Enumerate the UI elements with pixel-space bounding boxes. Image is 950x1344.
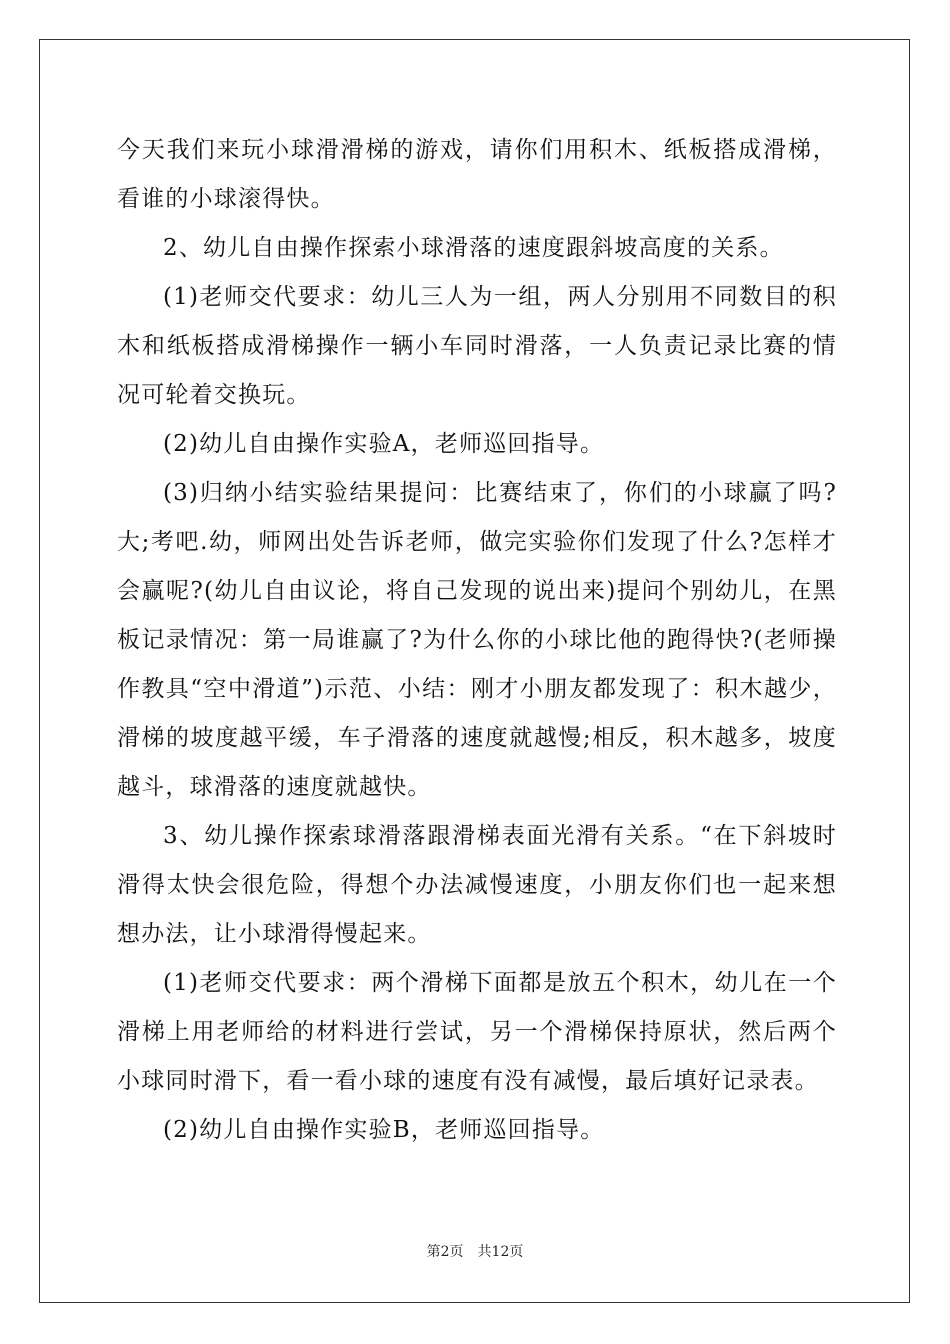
paragraph: 3、幼儿操作探索球滑落跟滑梯表面光滑有关系。“在下斜坡时滑得太快会很危险，得想个办法减慢速度，小朋友你们也一起来想想办法，让小球滑得慢起来。 bbox=[117, 823, 837, 947]
paragraph: (1)老师交代要求：幼儿三人为一组，两人分别用不同数目的积木和纸板搭成滑梯操作一辆小车同时滑落，一人负责记录比赛的情况可轮着交换玩。 bbox=[117, 284, 837, 408]
paragraph: (3)归纳小结实验结果提问：比赛结束了，你们的小球赢了吗?大;考吧.幼，师网出处告诉老师，做完实验你们发现了什么?怎样才会赢呢?(幼儿自由议论，将自己发现的说出来)提问个别幼儿，在黑板记录情况：第一局谁赢了?为什么你的小球比他的跑得快?(老师操作教具“空中滑道”)示范、小结：刚才小朋友都发现了：积木越少，滑梯的坡度越平缓，车子滑落的速度就越慢;相反，积木越多，坡度越斗，球滑落的速度就越快。 bbox=[117, 480, 837, 800]
paragraph: (2)幼儿自由操作实验A，老师巡回指导。 bbox=[163, 431, 605, 457]
page-footer bbox=[0, 1242, 950, 1262]
paragraph: (1)老师交代要求：两个滑梯下面都是放五个积木，幼儿在一个滑梯上用老师给的材料进行尝试，另一个滑梯保持原状，然后两个小球同时滑下，看一看小球的速度有没有减慢，最后填好记录表。 bbox=[117, 970, 837, 1094]
paragraph: (2)幼儿自由操作实验B，老师巡回指导。 bbox=[163, 1117, 605, 1143]
page-total: 共12页 bbox=[477, 1244, 524, 1260]
page-number: 第2页 bbox=[426, 1244, 464, 1260]
paragraph: 今天我们来玩小球滑滑梯的游戏，请你们用积木、纸板搭成滑梯，看谁的小球滚得快。 bbox=[117, 137, 837, 212]
document-body bbox=[117, 126, 837, 1155]
paragraph: 2、幼儿自由操作探索小球滑落的速度跟斜坡高度的关系。 bbox=[163, 235, 784, 261]
